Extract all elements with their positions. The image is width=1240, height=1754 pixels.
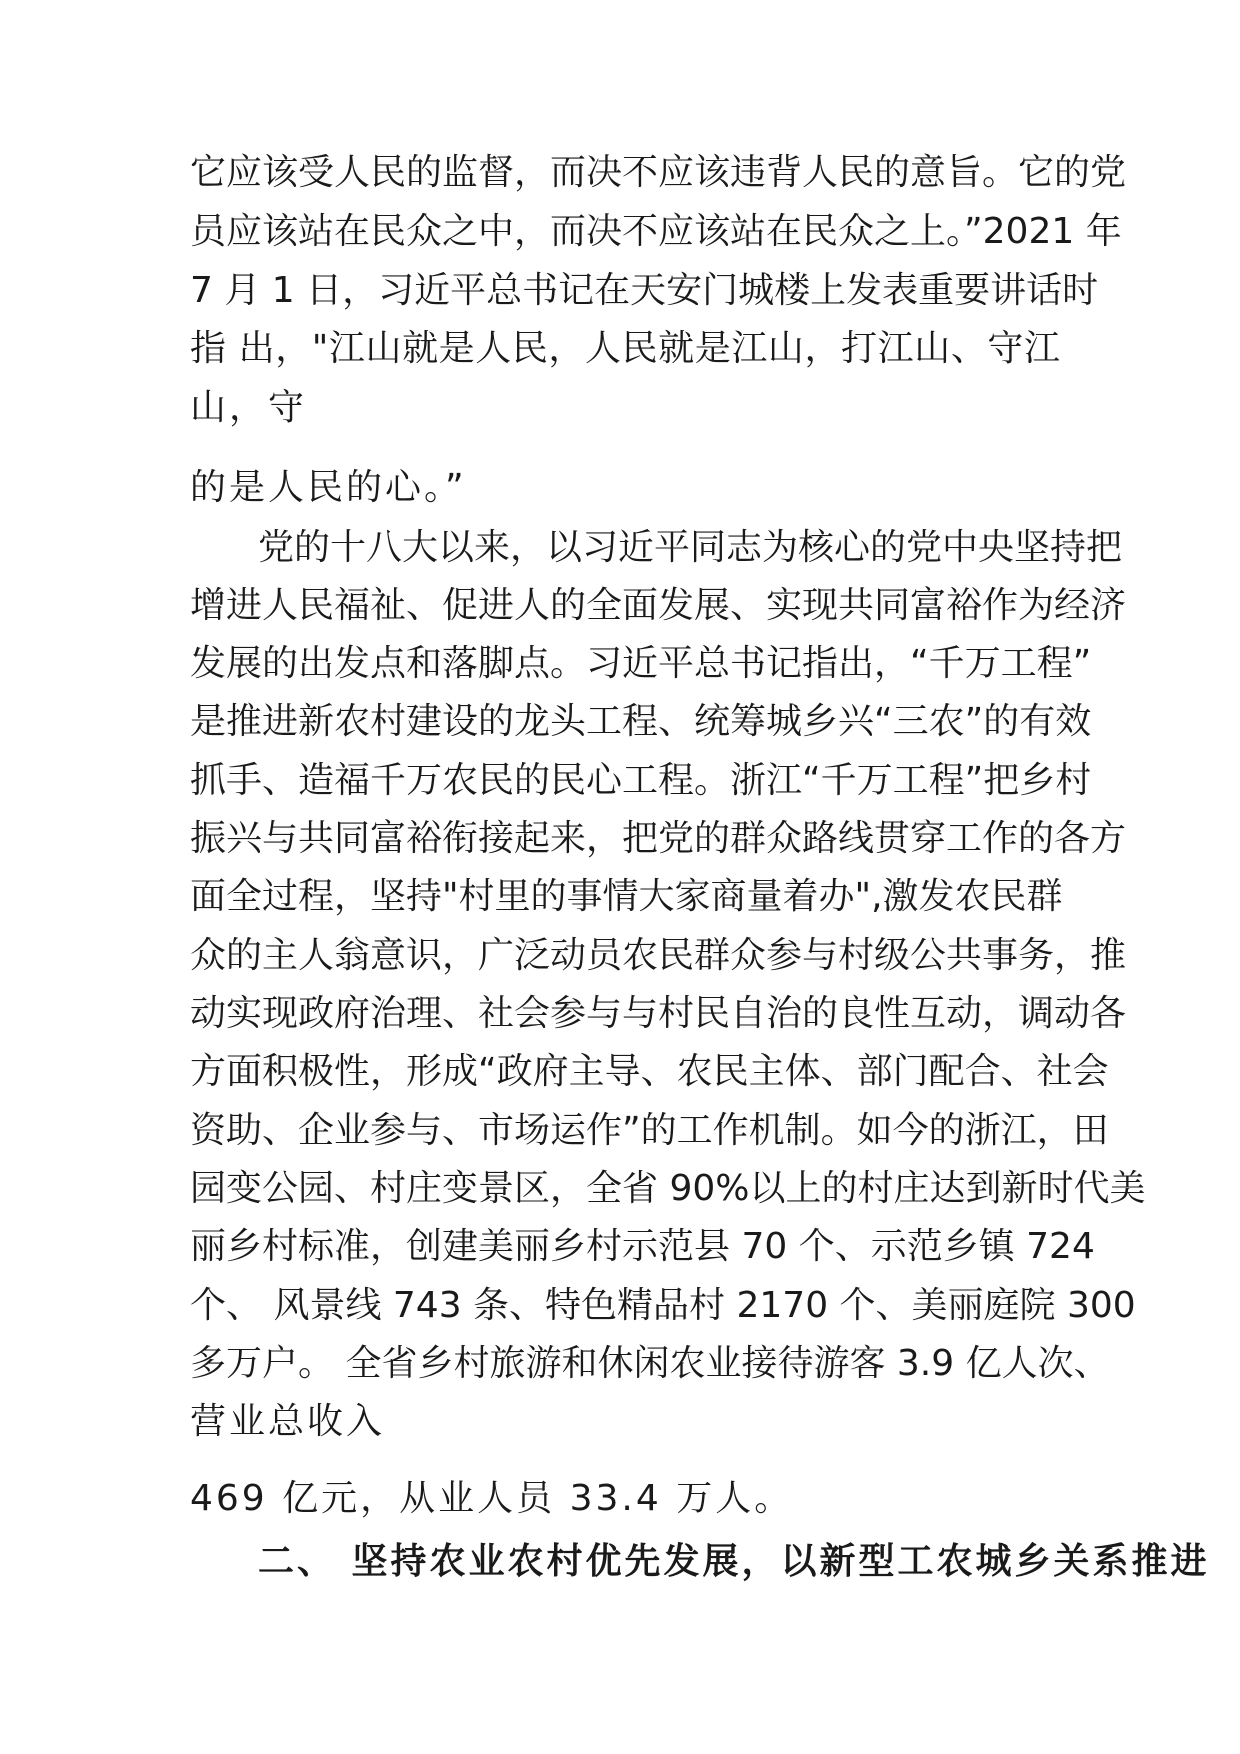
p2-line-14: 个、 风景线 743 条、特色精品村 2170 个、美丽庭院 300	[190, 1285, 1136, 1326]
p2-line-13: 丽乡村标准，创建美丽乡村示范县 70 个、示范乡镇 724	[190, 1226, 1095, 1267]
p2-line-15: 多万户。 全省乡村旅游和休闲农业接待游客 3.9 亿人次、	[190, 1343, 1110, 1384]
p2-line-6: 振兴与共同富裕衔接起来，把党的群众路线贯穿工作的各方	[190, 818, 1127, 859]
p2-line-16: 营业总收入	[190, 1401, 386, 1442]
p2-line-3: 发展的出发点和落脚点。习近平总书记指出，“千万工程”	[190, 643, 1092, 684]
p2-line-5: 抓手、造福千万农民的民心工程。浙江“千万工程”把乡村	[190, 760, 1092, 801]
p2-line-1: 党的十八大以来，以习近平同志为核心的党中央坚持把	[258, 527, 1123, 568]
p2-line-7: 面全过程，坚持"村里的事情大家商量着办",激发农民群	[190, 876, 1063, 917]
p1-line-6: 的是人民的心。”	[190, 467, 467, 508]
p1-line-3: 7 月 1 日，习近平总书记在天安门城楼上发表重要讲话时	[190, 270, 1099, 311]
section-heading: 二、 坚持农业农村优先发展，以新型工农城乡关系推进	[258, 1541, 1210, 1582]
p1-line-2: 员应该站在民众之中，而决不应该站在民众之上。”2021 年	[190, 211, 1122, 252]
p2-line-2: 增进人民福祉、促进人的全面发展、实现共同富裕作为经济	[190, 585, 1127, 626]
p2-line-4: 是推进新农村建设的龙头工程、统筹城乡兴“三农”的有效	[190, 701, 1092, 742]
p2-line-8: 众的主人翁意识，广泛动员农民群众参与村级公共事务，推	[190, 935, 1127, 976]
p2-line-10: 方面积极性，形成“政府主导、农民主体、部门配合、社会	[190, 1051, 1109, 1092]
p2-line-17: 469 亿元，从业人员 33.4 万人。	[190, 1478, 794, 1519]
p1-line-4: 指 出，"江山就是人民，人民就是江山，打江山、守江	[190, 328, 1060, 369]
p2-line-12: 园变公园、村庄变景区，全省 90%以上的村庄达到新时代美	[190, 1168, 1146, 1209]
p2-line-9: 动实现政府治理、社会参与与村民自治的良性互动，调动各	[190, 993, 1127, 1034]
p1-line-1: 它应该受人民的监督，而决不应该违背人民的意旨。它的党	[190, 152, 1127, 193]
p2-line-11: 资助、企业参与、市场运作”的工作机制。如今的浙江，田	[190, 1110, 1109, 1151]
p1-line-5: 山，守	[190, 387, 308, 428]
